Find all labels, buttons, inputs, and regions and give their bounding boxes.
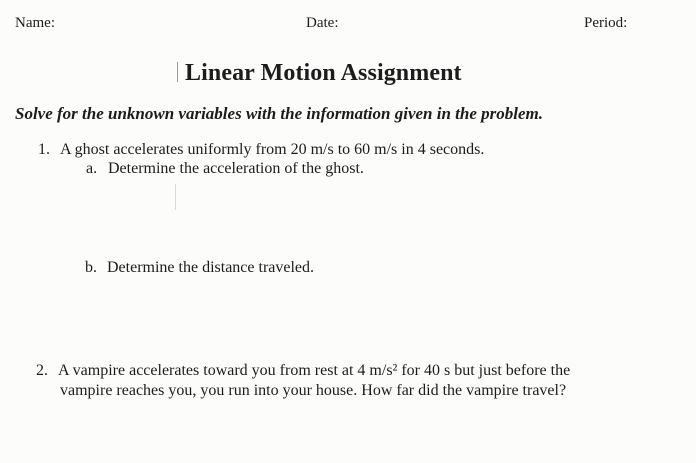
- question-2: [36, 362, 570, 380]
- name-label: Name:: [15, 15, 55, 31]
- instructions: Solve for the unknown variables with the information given in the problem.: [15, 104, 544, 123]
- question-1b-text: Determine the distance traveled.: [107, 259, 315, 276]
- page-title: Linear Motion Assignment: [185, 60, 462, 86]
- question-2-continuation: [60, 382, 566, 400]
- question-1a: [86, 160, 364, 178]
- question-2-number: 2.: [36, 362, 48, 379]
- question-1a-letter: a.: [86, 160, 98, 177]
- scan-artifact-line: [177, 62, 178, 82]
- scan-artifact-line: [175, 184, 176, 210]
- question-1-number: 1.: [38, 141, 50, 158]
- question-1a-text: Determine the acceleration of the ghost.: [108, 160, 364, 177]
- period-label: Period:: [584, 15, 628, 31]
- question-1b-letter: b.: [85, 259, 97, 276]
- question-2-text-line-2: vampire reaches you, you run into your house. How far did the vampire travel?: [60, 382, 567, 399]
- question-1b: [85, 259, 314, 277]
- question-1: [38, 141, 484, 159]
- question-1-text: A ghost accelerates uniformly from 20 m/s to 60 m/s in 4 seconds.: [60, 141, 485, 158]
- question-2-text-line-1: A vampire accelerates toward you from rest at 4 m/s² for 40 s but just before the: [58, 362, 571, 379]
- date-label: Date:: [306, 15, 339, 31]
